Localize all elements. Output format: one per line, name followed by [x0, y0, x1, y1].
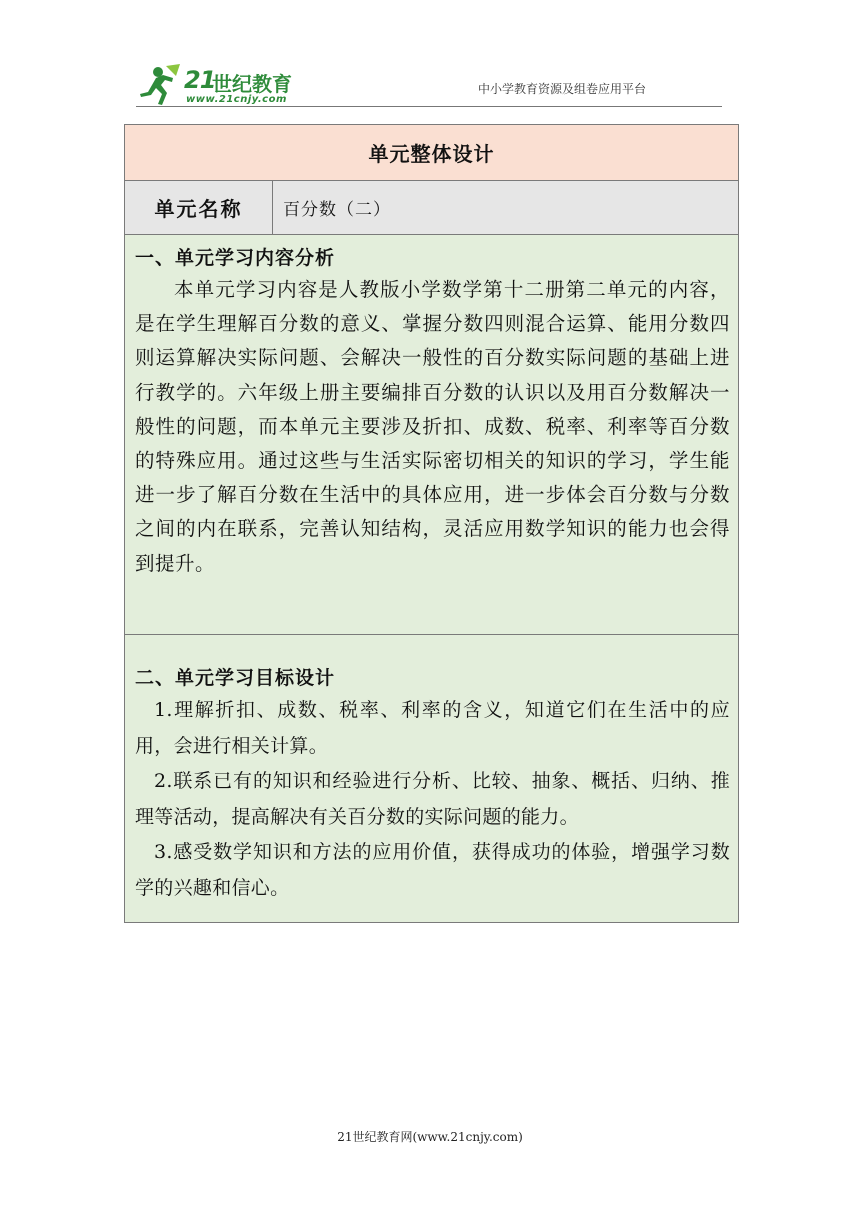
- logo-name: 世纪教育: [212, 72, 292, 96]
- content-analysis-body: 本单元学习内容是人教版小学数学第十二册第二单元的内容，是在学生理解百分数的意义、掌握分数四则混合运算、能用分数四则运算解决实际问题、会解决一般性的百分数实际问题的基础上进行教学的。六年级上册主要编排百分数的认识以及用百分数解决一般性的问题，而本单元主要涉及折扣、成数、税率、利率等百分数的特殊应用。通过这些与生活实际密切相关的知识的学习，学生能进一步了解百分数在生活中的具体应用，进一步体会百分数与分数之间的内在联系，完善认知结构，灵活应用数学知识的能力也会得到提升。: [135, 278, 730, 575]
- unit-name-label: 单元名称: [125, 181, 273, 234]
- learning-goals-heading: 二、单元学习目标设计: [135, 667, 336, 689]
- learning-goal-item: 1.理解折扣、成数、税率、利率的含义，知道它们在生活中的应用，会进行相关计算。: [135, 699, 730, 757]
- learning-goal-item: 2.联系已有的知识和经验进行分析、比较、抽象、概括、归纳、推理等活动，提高解决有关百分数的实际问题的能力。: [135, 770, 730, 828]
- page-footer[interactable]: 21世纪教育网(www.21cnjy.com): [337, 1130, 523, 1144]
- learning-goals-section: [125, 635, 738, 922]
- logo-number: 21: [184, 66, 216, 94]
- unit-design-table: [124, 124, 739, 923]
- platform-tagline: 中小学教育资源及组卷应用平台: [477, 82, 646, 96]
- runner-logo-icon: [136, 62, 188, 106]
- unit-name-value: 百分数（二）: [273, 181, 738, 234]
- page-header: [0, 0, 860, 110]
- unit-name-row: [125, 181, 738, 235]
- content-analysis-section: [125, 235, 738, 635]
- learning-goal-item: 3.感受数学知识和方法的应用价值，获得成功的体验，增强学习数学的兴趣和信心。: [135, 841, 730, 899]
- table-title: 单元整体设计: [125, 125, 738, 181]
- logo-url: www.21cnjy.com: [186, 94, 287, 105]
- content-analysis-heading: 一、单元学习内容分析: [135, 247, 336, 269]
- site-logo[interactable]: [136, 62, 306, 106]
- header-divider: [136, 106, 722, 107]
